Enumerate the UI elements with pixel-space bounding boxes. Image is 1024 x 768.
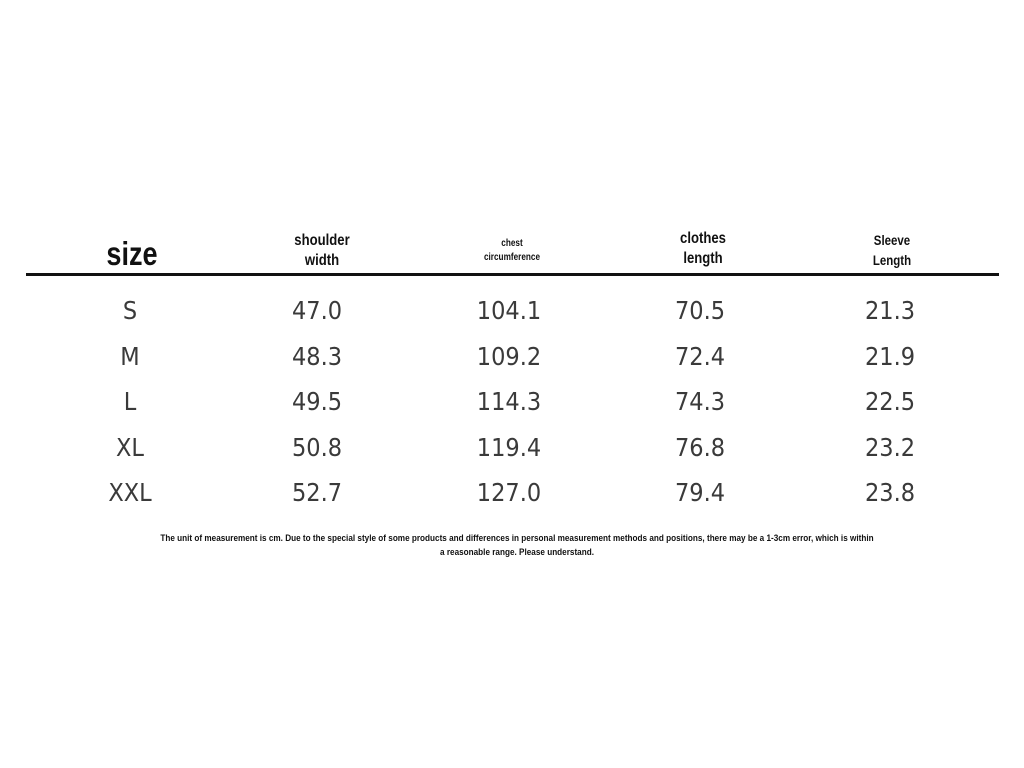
cell-chest-circumference: 109.2 bbox=[476, 341, 542, 371]
cell-sleeve-length: 21.9 bbox=[864, 341, 916, 371]
measurement-note: The unit of measurement is cm. Due to the special style of some products and differences in personal measurement methods and positions, there may be a 1-3cm error, which is within a reasonable range. Please understand. bbox=[160, 533, 874, 558]
cell-size: L bbox=[123, 387, 137, 416]
header-shoulder-width bbox=[273, 231, 371, 271]
cell-size: S bbox=[122, 296, 138, 325]
cell-shoulder-width: 50.8 bbox=[291, 432, 343, 462]
cell-clothes-length: 72.4 bbox=[674, 341, 726, 371]
header-sleeve-length bbox=[843, 230, 941, 270]
header-chest-circumference bbox=[463, 237, 561, 265]
cell-sleeve-length: 23.8 bbox=[864, 478, 916, 507]
header-shoulder-width-line-2: width bbox=[304, 252, 340, 269]
table-row bbox=[0, 288, 1024, 334]
header-chest-line-2: circumference bbox=[483, 252, 541, 263]
table-row bbox=[0, 334, 1024, 380]
cell-sleeve-length: 22.5 bbox=[864, 387, 916, 416]
header-divider bbox=[26, 273, 999, 276]
size-table-body bbox=[0, 288, 1024, 516]
cell-shoulder-width: 52.7 bbox=[291, 478, 343, 507]
cell-sleeve-length: 21.3 bbox=[864, 296, 916, 325]
header-sleeve-length-line-2: Length bbox=[872, 252, 912, 268]
cell-chest-circumference: 114.3 bbox=[476, 387, 542, 416]
cell-chest-circumference: 127.0 bbox=[476, 478, 542, 507]
cell-clothes-length: 74.3 bbox=[674, 387, 726, 416]
table-row bbox=[0, 425, 1024, 471]
cell-clothes-length: 76.8 bbox=[674, 432, 726, 462]
cell-size: M bbox=[120, 341, 140, 371]
cell-size: XXL bbox=[108, 478, 152, 507]
table-row bbox=[0, 470, 1024, 516]
cell-size: XL bbox=[116, 432, 144, 462]
cell-shoulder-width: 49.5 bbox=[291, 387, 343, 416]
header-clothes-length-line-1: clothes bbox=[680, 230, 726, 247]
cell-chest-circumference: 119.4 bbox=[476, 432, 542, 462]
header-clothes-length-line-2: length bbox=[683, 250, 723, 267]
header-clothes-length bbox=[654, 229, 752, 269]
cell-shoulder-width: 47.0 bbox=[291, 296, 343, 325]
header-sleeve-length-line-1: Sleeve bbox=[873, 232, 911, 248]
cell-chest-circumference: 104.1 bbox=[476, 296, 542, 325]
cell-clothes-length: 79.4 bbox=[674, 478, 726, 507]
table-row bbox=[0, 379, 1024, 425]
cell-clothes-length: 70.5 bbox=[674, 296, 726, 325]
header-shoulder-width-line-1: shoulder bbox=[294, 232, 350, 249]
header-chest-line-1: chest bbox=[501, 238, 523, 249]
cell-shoulder-width: 48.3 bbox=[291, 341, 343, 371]
header-size: size bbox=[106, 235, 158, 272]
cell-sleeve-length: 23.2 bbox=[864, 432, 916, 462]
